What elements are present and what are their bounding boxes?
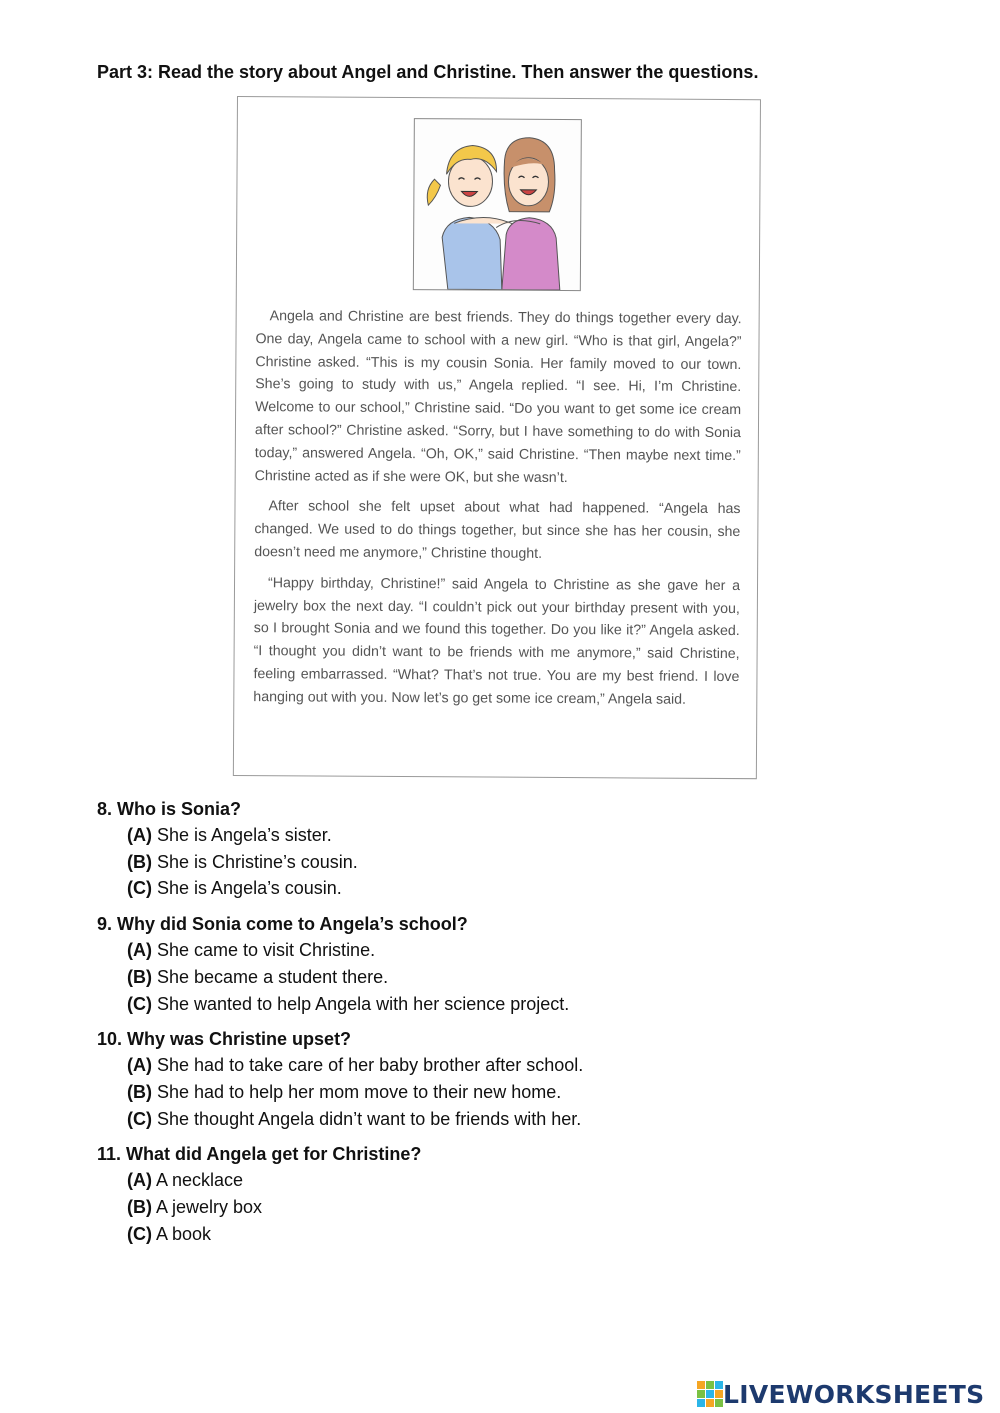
option-c[interactable] xyxy=(97,1106,897,1133)
option-text: A necklace xyxy=(152,1170,244,1191)
story-box xyxy=(233,96,761,779)
option-text: She had to help her mom move to their new home. xyxy=(152,1081,562,1102)
logo-text: LIVEWORKSHEETS xyxy=(723,1379,985,1409)
question-title: 8. Who is Sonia? xyxy=(97,799,242,819)
option-letter: (A) xyxy=(127,1170,152,1191)
option-b[interactable] xyxy=(97,1079,897,1106)
option-b[interactable] xyxy=(97,1194,897,1221)
option-a[interactable] xyxy=(97,822,897,849)
option-letter: (C) xyxy=(127,993,152,1014)
option-b[interactable] xyxy=(97,849,897,876)
question-title: 9. Why did Sonia come to Angela’s school? xyxy=(97,914,468,935)
option-text: She is Angela’s cousin. xyxy=(152,878,342,899)
option-text: She had to take care of her baby brother after school. xyxy=(152,1055,584,1076)
option-text: A jewelry box xyxy=(152,1197,263,1218)
option-text: She came to visit Christine. xyxy=(152,940,376,961)
option-letter: (A) xyxy=(127,940,152,961)
option-b[interactable] xyxy=(97,964,897,991)
option-letter: (B) xyxy=(127,1197,152,1218)
question-9 xyxy=(97,911,897,1017)
option-text: She wanted to help Angela with her science project. xyxy=(152,993,570,1014)
page-heading: Part 3: Read the story about Angel and Christine. Then answer the questions. xyxy=(97,62,759,82)
liveworksheets-logo xyxy=(697,1377,984,1411)
question-title: 11. What did Angela get for Christine? xyxy=(97,1144,422,1165)
option-c[interactable] xyxy=(97,1221,897,1248)
option-text: A book xyxy=(152,1223,212,1244)
two-girls-illustration xyxy=(413,118,582,291)
story-text xyxy=(253,305,742,720)
story-paragraph-3: “Happy birthday, Christine!” said Angela to Christine as she gave her a jewelry box the next day. “I couldn’t pick out your birthday present with you, so I brought Sonia and we found this together. Do you like it?” Angela asked. “I thought you didn’t want to be friends with me anymore,” said Christine, feeling embarrassed. “What? That’s not true. You are my best friend. I love hanging out with you. Now let’s go get some ice cream,” Angela said. xyxy=(253,574,741,708)
option-a[interactable] xyxy=(97,937,897,964)
option-text: She is Christine’s cousin. xyxy=(152,851,358,872)
story-paragraph-1: Angela and Christine are best friends. They do things together every day. One day, Angela came to school with a new girl. “Who is that girl, Angela?” Christine asked. “This is my cousin Sonia. Her family moved to our town. She’s going to study with us,” Angela replied. “I see. Hi, I’m Christine. Welcome to our school,” Christine said. “Do you want to get some ice cream after school?” Christine asked. “Sorry, but I have something to do with Sonia today,” answered Angela. “Oh, OK,” said Christine. “Then maybe next time.” Christine acted as if she were OK, but she wasn’t. xyxy=(254,308,742,486)
question-10 xyxy=(97,1026,897,1132)
option-text: She thought Angela didn’t want to be friends with her. xyxy=(152,1108,582,1129)
option-letter: (C) xyxy=(127,878,152,899)
story-paragraph-2: After school she felt upset about what had happened. “Angela has changed. We used to do things together, but since she has her cousin, she doesn’t need me anymore,” Christine thought. xyxy=(254,498,741,562)
option-letter: (B) xyxy=(127,966,152,987)
option-c[interactable] xyxy=(97,991,897,1018)
option-letter: (A) xyxy=(127,1055,152,1076)
option-letter: (A) xyxy=(127,825,152,845)
option-letter: (B) xyxy=(127,1081,152,1102)
option-letter: (C) xyxy=(127,1108,152,1129)
option-a[interactable] xyxy=(97,1052,897,1079)
option-c[interactable] xyxy=(97,875,897,902)
liveworksheets-logo-icon xyxy=(697,1381,723,1407)
option-text: She became a student there. xyxy=(152,966,389,987)
question-title: 10. Why was Christine upset? xyxy=(97,1029,352,1050)
question-11 xyxy=(97,1141,897,1247)
question-8 xyxy=(97,796,897,902)
option-a[interactable] xyxy=(97,1167,897,1194)
questions-list xyxy=(97,796,897,1256)
option-letter: (B) xyxy=(127,851,152,872)
option-text: She is Angela’s sister. xyxy=(152,825,332,845)
option-letter: (C) xyxy=(127,1223,152,1244)
